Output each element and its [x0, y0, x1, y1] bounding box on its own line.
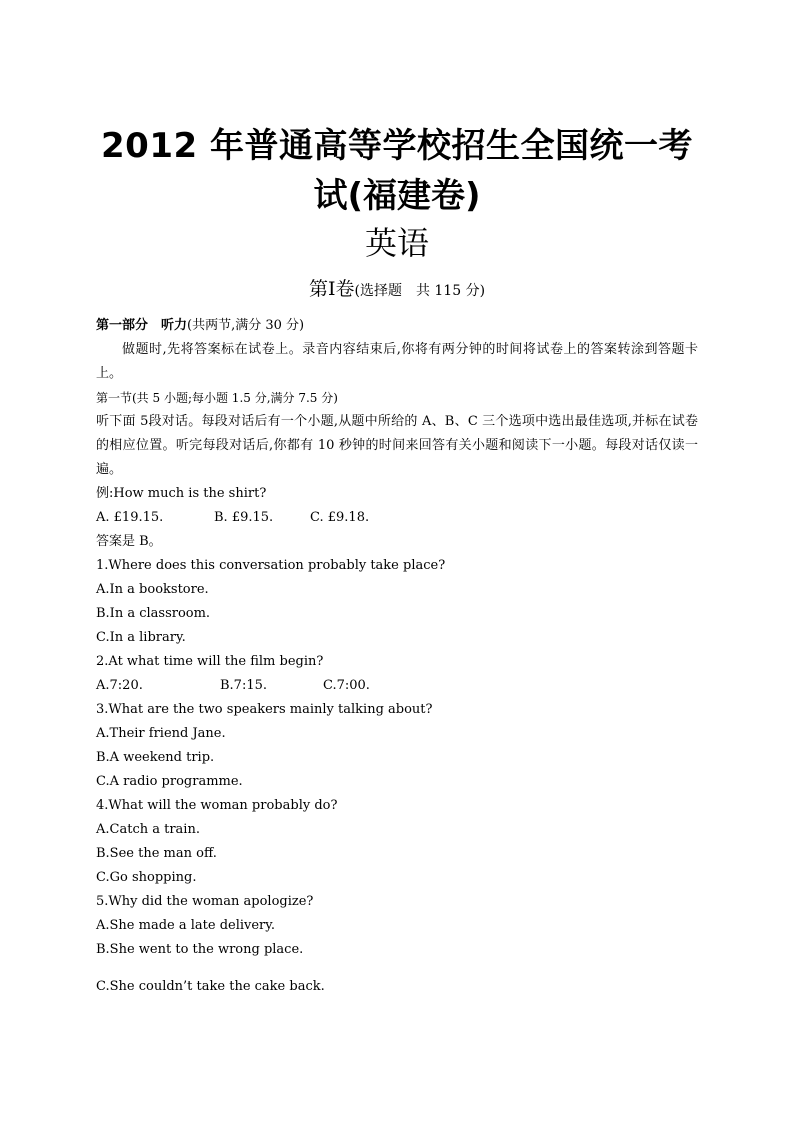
- example-question: 例:How much is the shirt?: [96, 486, 267, 501]
- volume-sub: (选择题 共 115 分): [354, 283, 486, 299]
- example-option-b: B. £9.15.: [214, 510, 274, 525]
- question-5: 5.Why did the woman apologize?: [96, 894, 314, 909]
- exam-title-line2: 试(福建卷): [313, 176, 481, 216]
- question-4-option-b: B.See the man off.: [96, 846, 217, 861]
- part1-instruction: 做题时,先将答案标在试卷上。录音内容结束后,你将有两分钟的时间将试卷上的答案转涂到答题卡上。: [96, 342, 698, 381]
- question-2: 2.At what time will the film begin?: [96, 654, 324, 669]
- question-5-option-b: B.She went to the wrong place.: [96, 942, 304, 957]
- example-options: [96, 506, 698, 530]
- spacer: [96, 962, 698, 975]
- volume-main: 第Ⅰ卷: [308, 278, 355, 300]
- part1-heading: [96, 314, 698, 338]
- part1-heading-sub: (共两节,满分 30 分): [187, 318, 305, 333]
- question-2-options: [96, 674, 698, 698]
- example-answer: 答案是 B。: [96, 534, 162, 549]
- question-4-option-a: A.Catch a train.: [96, 822, 200, 837]
- example-option-a: A. £19.15.: [96, 510, 164, 525]
- section1-instruction: 听下面 5段对话。每段对话后有一个小题,从题中所给的 A、B、C 三个选项中选出最佳选项,并标在试卷的相应位置。听完每段对话后,你都有 10 秒钟的时间来回答有关小题和阅读下一小题。每段对话仅读一遍。: [96, 414, 698, 477]
- question-1-option-b: B.In a classroom.: [96, 606, 211, 621]
- question-5-option-a: A.She made a late delivery.: [96, 918, 276, 933]
- question-2-option-c: C.7:00.: [323, 678, 370, 693]
- question-3: 3.What are the two speakers mainly talking about?: [96, 702, 433, 717]
- question-1-option-c: C.In a library.: [96, 630, 186, 645]
- question-4: 4.What will the woman probably do?: [96, 798, 338, 813]
- subject-title: 英语: [364, 224, 429, 262]
- question-1: 1.Where does this conversation probably take place?: [96, 558, 446, 573]
- exam-content: [96, 314, 698, 999]
- exam-title-line1: 2012 年普通高等学校招生全国统一考: [101, 126, 693, 166]
- part1-heading-main: 第一部分 听力: [96, 318, 188, 333]
- example-option-c: C. £9.18.: [310, 510, 370, 525]
- question-3-option-c: C.A radio programme.: [96, 774, 243, 789]
- question-4-option-c: C.Go shopping.: [96, 870, 197, 885]
- volume-heading: [0, 276, 794, 304]
- question-2-option-b: B.7:15.: [220, 678, 268, 693]
- question-3-option-a: A.Their friend Jane.: [96, 726, 226, 741]
- question-3-option-b: B.A weekend trip.: [96, 750, 215, 765]
- question-2-option-a: A.7:20.: [96, 678, 143, 693]
- question-1-option-a: A.In a bookstore.: [96, 582, 209, 597]
- section1-heading: 第一节(共 5 小题;每小题 1.5 分,满分 7.5 分): [96, 391, 338, 405]
- question-5-option-c: C.She couldn’t take the cake back.: [96, 979, 325, 994]
